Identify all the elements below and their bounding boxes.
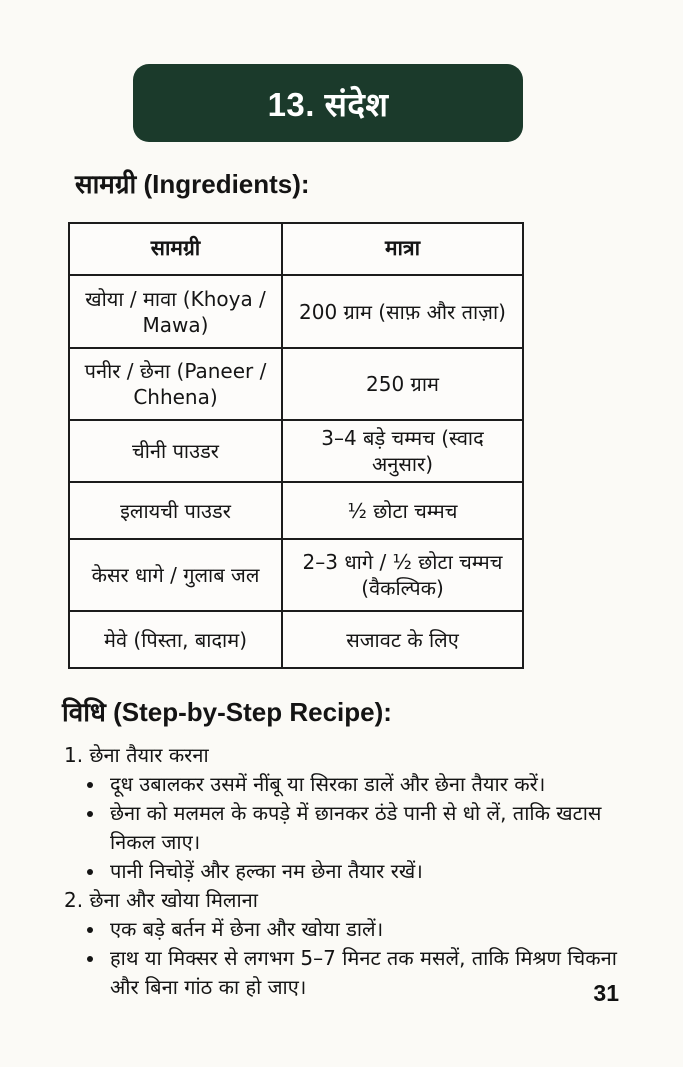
step-bullet-list: [64, 770, 642, 886]
method-bullet: • पानी निचोड़ें और हल्का नम छेना तैयार रखें।: [106, 857, 642, 886]
step-title: 2. छेना और खोया मिलाना: [64, 888, 258, 912]
method-bullet: • दूध उबालकर उसमें नींबू या सिरका डालें और छेना तैयार करें।: [106, 770, 642, 799]
quantity-cell: ½ छोटा चम्मच: [282, 482, 523, 539]
step-title: 1. छेना तैयार करना: [64, 743, 209, 767]
chapter-title-banner: [133, 64, 523, 142]
table-header-ingredient: सामग्री: [69, 223, 282, 275]
step-bullet-list: [64, 915, 642, 1002]
table-header-quantity: मात्रा: [282, 223, 523, 275]
ingredient-cell: इलायची पाउडर: [69, 482, 282, 539]
table-row: [69, 539, 523, 611]
ingredients-heading: सामग्री (Ingredients):: [75, 169, 310, 199]
ingredient-cell: केसर धागे / गुलाब जल: [69, 539, 282, 611]
quantity-cell: 250 ग्राम: [282, 348, 523, 420]
method-steps: [64, 741, 642, 1002]
table-row: [69, 420, 523, 482]
quantity-cell: 3–4 बड़े चम्मच (स्वाद अनुसार): [282, 420, 523, 482]
ingredient-cell: चीनी पाउडर: [69, 420, 282, 482]
table-row: [69, 275, 523, 348]
ingredient-cell: पनीर / छेना (Paneer / Chhena): [69, 348, 282, 420]
method-bullet: • छेना को मलमल के कपड़े में छानकर ठंडे पानी से धो लें, ताकि खटास निकल जाए।: [106, 799, 642, 857]
ingredient-cell: मेवे (पिस्ता, बादाम): [69, 611, 282, 668]
page-number: 31: [593, 980, 619, 1006]
ingredients-table: [68, 222, 524, 669]
table-row: [69, 611, 523, 668]
table-header-row: [69, 223, 523, 275]
quantity-cell: 200 ग्राम (साफ़ और ताज़ा): [282, 275, 523, 348]
method-bullet: • एक बड़े बर्तन में छेना और खोया डालें।: [106, 915, 642, 944]
table-row: [69, 348, 523, 420]
quantity-cell: 2–3 धागे / ½ छोटा चम्मच (वैकल्पिक): [282, 539, 523, 611]
method-heading: विधि (Step-by-Step Recipe):: [62, 697, 392, 727]
method-bullet: • हाथ या मिक्सर से लगभग 5–7 मिनट तक मसलें, ताकि मिश्रण चिकना और बिना गांठ का हो जाए।: [106, 944, 642, 1002]
quantity-cell: सजावट के लिए: [282, 611, 523, 668]
table-row: [69, 482, 523, 539]
chapter-title: 13. संदेश: [267, 85, 389, 123]
ingredient-cell: खोया / मावा (Khoya / Mawa): [69, 275, 282, 348]
